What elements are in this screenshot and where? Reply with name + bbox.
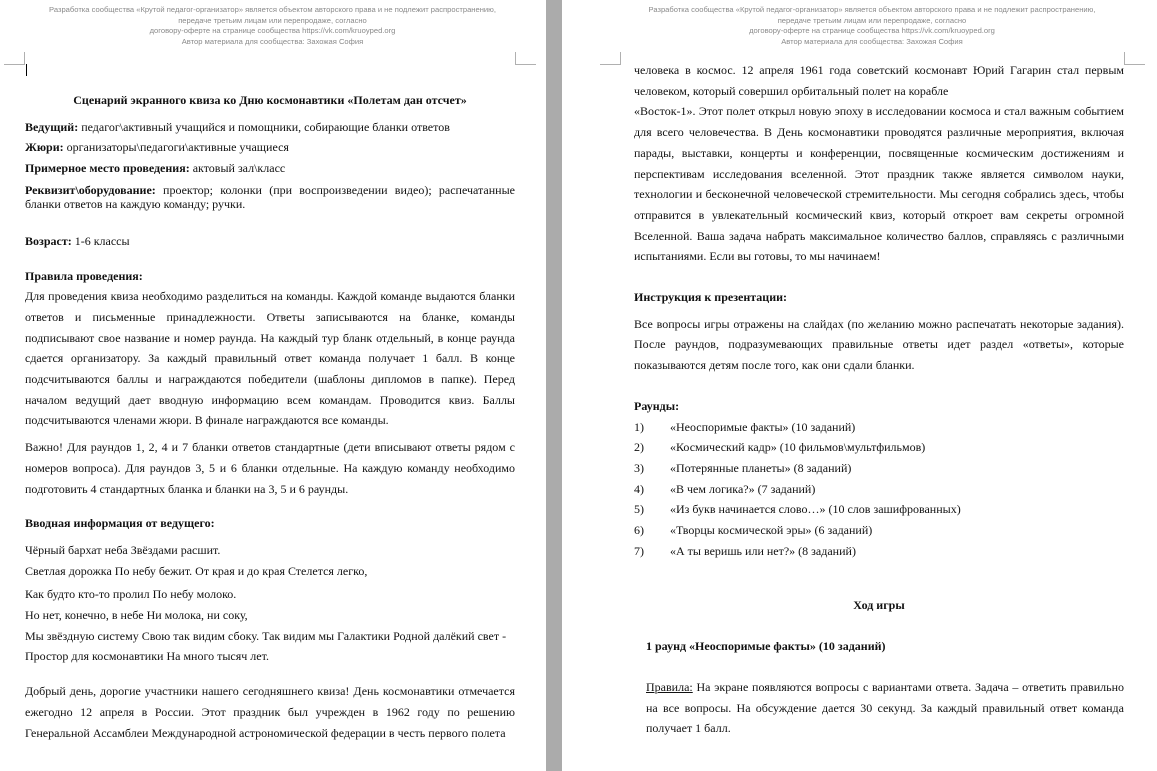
round1-rules-label: Правила:: [646, 679, 693, 694]
header-line: Разработка сообщества «Крутой педагог-организатор» является объектом авторского права и не подлежит распространению,: [49, 5, 496, 14]
round-item: [634, 458, 1124, 479]
margin-corner-mark: [515, 52, 536, 65]
round-item: [634, 520, 1124, 541]
host-value: педагог\активный учащийся и помощники, собирающие бланки ответов: [78, 119, 450, 134]
round-title: «Из букв начинается слово…» (10 слов зашифрованных): [670, 502, 961, 517]
header-line: договору-оферте на странице сообщества https://vk.com/kruoyped.org: [749, 26, 995, 35]
round1-rules-paragraph: [634, 677, 1124, 739]
round-title: «В чем логика?» (7 заданий): [670, 481, 816, 496]
age-line: [25, 231, 515, 252]
rules-heading: Правила проведения:: [25, 268, 143, 283]
age-value: 1-6 классы: [71, 233, 130, 248]
round-item: [634, 499, 1124, 520]
round-title: «Творцы космической эры» (6 заданий): [670, 523, 873, 538]
page-header: [622, 5, 1122, 47]
header-line: Автор материала для сообщества: Захожая София: [781, 36, 963, 46]
place-value: актовый зал\класс: [189, 161, 286, 176]
jury-value: организаторы\педагоги\активные учащиеся: [63, 140, 289, 155]
rules-paragraph: Для проведения квиза необходимо разделиться на команды. Каждой команде выдаются бланки ответов и письменные принадлежности. Ответы записываются на бланке, команды подписывают свое название и номер раунда. На каждый тур бланк отдельный, в конце раунда сдается организатору. За каждый правильный ответ команда получает 1 балл. В конце подсчитываются баллы и награждаются победители (шаблоны дипломов в папке). Перед началом ведущий дает вводную информацию всем командам. Проводится квиз. Баллы подсчитываются членами жюри. В финале награждаются все команды.: [25, 289, 515, 428]
place-label: Примерное место проведения:: [25, 161, 190, 176]
host-label: Ведущий:: [25, 119, 79, 134]
game-heading: Ход игры: [853, 598, 905, 613]
round1-heading: 1 раунд «Неоспоримые факты» (10 заданий): [646, 639, 886, 654]
host-line: [25, 117, 515, 138]
jury-line: [25, 137, 515, 158]
instruction-heading: Инструкция к презентации:: [634, 290, 788, 305]
poem-line: Мы звёздную систему Свою так видим сбоку. Так видим мы Галактики Родной далёкий свет -: [25, 628, 507, 643]
margin-corner-mark: [1124, 52, 1145, 65]
round1-rules-text: На экране появляются вопросы с вариантами ответа. Задача – ответить правильно на все вопросы. На обсуждение дается 30 секунд. За каждый правильный ответ команда получает 1 балл.: [646, 679, 1124, 736]
header-line: передаче третьим лицам или перепродаже, согласно: [178, 15, 367, 25]
round-number: 5): [634, 502, 644, 517]
continuation-paragraph-2: «Восток-1». Этот полет открыл новую эпоху в исследовании космоса и стал важным событием для всего человечества. В День космонавтики проводятся различные мероприятия, включая парады, выставки, концерты и конференции, посвященные космическим достижениям и перспективам исследования вселенной. Этот праздник также является символом науки, технологии и бесконечной человеческой стремительности. Мы сегодня собрались здесь, чтобы отправится в увлекательный космический квиз, который откроет вам секреты огромной Вселенной. Ваша задача набрать максимальное количество баллов, справляясь с различными испытаниями. Если вы готовы, то мы начинаем!: [634, 104, 1124, 264]
round-title: «Потерянные планеты» (8 заданий): [670, 460, 852, 475]
jury-label: Жюри:: [25, 140, 64, 155]
document-body[interactable]: [25, 90, 515, 743]
round-number: 1): [634, 419, 644, 434]
equipment-label: Реквизит\оборудование:: [25, 182, 156, 197]
round-title: «Космический кадр» (10 фильмов\мультфильмов): [670, 440, 926, 455]
document-title: Сценарий экранного квиза ко Дню космонавтики «Полетам дан отсчет»: [73, 93, 467, 107]
round-number: 3): [634, 460, 644, 475]
header-line: Автор материала для сообщества: Захожая София: [181, 36, 364, 46]
intro-heading: Вводная информация от ведущего:: [25, 516, 215, 531]
equipment-value: проектор; колонки (при воспроизведении видео); распечатанные бланки ответов на каждую команду; ручки.: [25, 182, 515, 211]
document-body-right[interactable]: [634, 60, 1124, 739]
round-number: 4): [634, 481, 644, 496]
header-line: Разработка сообщества «Крутой педагог-организатор» является объектом авторского права и не подлежит распространению,: [648, 5, 1096, 14]
document-page-left[interactable]: [0, 0, 546, 771]
equipment-line: [25, 183, 515, 211]
age-label: Возраст:: [25, 233, 72, 248]
margin-corner-mark: [4, 52, 25, 65]
round-number: 6): [634, 523, 644, 538]
rounds-heading: Раунды:: [634, 398, 680, 413]
poem-line: Светлая дорожка По небу бежит. От края и до края Стелется легко,: [25, 563, 368, 578]
round-item: [634, 417, 1124, 438]
poem-line: Но нет, конечно, в небе Ни молока, ни соку,: [25, 608, 248, 623]
round-title: «Неоспоримые факты» (10 заданий): [670, 419, 856, 434]
poem-line: Простор для космонавтики На много тысяч лет.: [25, 649, 269, 664]
margin-corner-mark: [600, 52, 621, 65]
place-line: [25, 158, 515, 179]
instruction-paragraph: Все вопросы игры отражены на слайдах (по желанию можно распечатать некоторые задания). После раундов, подразумевающих правильные ответы идет раздел «ответы», которые показываются детям после того, как они сдали бланки.: [634, 316, 1124, 373]
poem-line: Как будто кто-то пролил По небу молоко.: [25, 587, 237, 602]
greeting-paragraph: Добрый день, дорогие участники нашего сегодняшнего квиза! День космонавтики отмечается ежегодно 12 апреля в России. Этот праздник был учрежден в 1962 году по решению Генеральной Ассамблеи Международной астрономической федерации в честь первого полета: [25, 684, 515, 740]
round-item: [634, 437, 1124, 458]
header-line: передаче третьим лицам или перепродаже, согласно: [777, 15, 967, 25]
round-item: [634, 479, 1124, 500]
important-paragraph: Важно! Для раундов 1, 2, 4 и 7 бланки ответов стандартные (дети вписывают ответы рядом с номеров вопроса). Для раундов 3, 5 и 6 бланки отдельные. На каждую команду необходимо подготовить 4 стандартных бланка и бланки на 3, 5 и 6 раунды.: [25, 440, 515, 496]
round-number: 7): [634, 543, 644, 558]
round-number: 2): [634, 440, 644, 455]
header-line: договору-оферте на странице сообщества https://vk.com/kruoyped.org: [149, 26, 396, 35]
poem-line: Чёрный бархат неба Звёздами расшит.: [25, 542, 221, 557]
continuation-paragraph: человека в космос. 12 апреля 1961 года советский космонавт Юрий Гагарин стал первым человеком, который совершил орбитальный полет на корабле: [634, 63, 1124, 98]
round-title: «А ты веришь или нет?» (8 заданий): [670, 543, 856, 558]
text-cursor: [26, 64, 27, 76]
rounds-list: [634, 417, 1124, 562]
round-item: [634, 541, 1124, 562]
page-header: [20, 5, 525, 47]
